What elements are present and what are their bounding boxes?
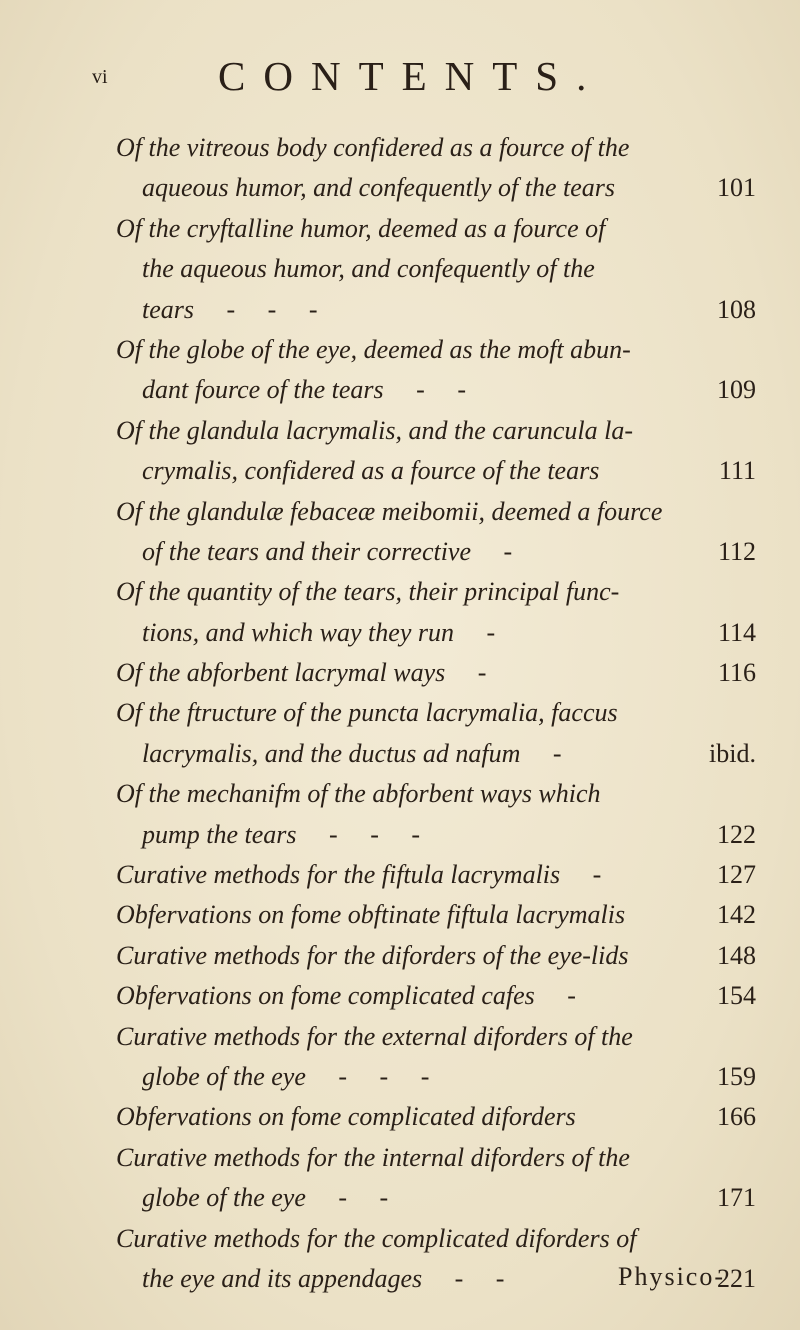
contents-entry: [116, 936, 756, 976]
contents-entry: [116, 693, 756, 774]
entry-page-number: 112: [717, 536, 756, 566]
entry-title-line: Curative methods for the complicated diforders of: [116, 1223, 637, 1253]
entry-title-line: Obfervations on fome complicated cafes -: [116, 981, 576, 1011]
contents-entry: [116, 1097, 756, 1137]
entry-page-number: 159: [717, 1061, 756, 1091]
contents-entry: [116, 653, 756, 693]
entry-page-number: 122: [717, 819, 756, 849]
entry-title-line: of the tears and their corrective -: [142, 536, 513, 566]
contents-list: [116, 128, 756, 1299]
entry-title-line: globe of the eye - - -: [142, 1061, 430, 1091]
entry-title-line: Obfervations on fome complicated diforders: [116, 1102, 576, 1132]
entry-page-number: 127: [717, 860, 756, 890]
entry-title-line: Of the glandula lacrymalis, and the caruncula la-: [116, 415, 634, 445]
entry-title-line: Of the globe of the eye, deemed as the moft abun-: [116, 334, 631, 364]
entry-page-number: 148: [717, 940, 756, 970]
entry-title-line: the eye and its appendages - -: [142, 1263, 505, 1293]
page-header: [0, 52, 800, 102]
entry-title-line: dant fource of the tears - -: [142, 375, 466, 405]
contents-entry: [116, 411, 756, 492]
entry-title-line: aqueous humor, and confequently of the tears: [142, 173, 615, 203]
entry-title-line: globe of the eye - -: [142, 1183, 389, 1213]
entry-title-line: Of the mechanifm of the abforbent ways which: [116, 779, 601, 809]
entry-page-number: 108: [717, 294, 756, 324]
entry-page-number: 101: [717, 173, 756, 203]
contents-entry: [116, 209, 756, 330]
entry-title-line: Of the ftructure of the puncta lacrymalia, faccus: [116, 698, 618, 728]
entry-title-line: Of the vitreous body confidered as a fource of the: [116, 133, 630, 162]
contents-entry: [116, 492, 756, 573]
entry-title-line: tears - - -: [142, 294, 318, 324]
folio-number: vi: [92, 66, 108, 88]
entry-page-number: 114: [717, 617, 756, 647]
entry-title-line: Of the cryftalline humor, deemed as a fource of: [116, 213, 606, 243]
entry-page-number: ibid.: [709, 738, 756, 768]
entry-title-line: Curative methods for the external diforders of the: [116, 1021, 633, 1051]
entry-page-number: 142: [717, 900, 756, 930]
contents-entry: [116, 855, 756, 895]
contents-entry: [116, 774, 756, 855]
entry-page-number: 171: [717, 1183, 756, 1213]
entry-title-line: Of the abforbent lacrymal ways -: [116, 658, 487, 688]
entry-title-line: Curative methods for the internal diforders of the: [116, 1142, 630, 1172]
entry-page-number: 221: [717, 1263, 756, 1293]
contents-entry: [116, 1138, 756, 1219]
entry-title-line: lacrymalis, and the ductus ad nafum -: [142, 738, 562, 768]
entry-title-line: the aqueous humor, and confequently of the: [142, 254, 595, 284]
entry-page-number: 154: [717, 981, 756, 1011]
catchword: Physico-: [618, 1262, 725, 1291]
entry-page-number: 111: [718, 456, 756, 486]
entry-title-line: Of the quantity of the tears, their principal func-: [116, 577, 620, 607]
contents-entry: [116, 128, 756, 209]
contents-entry: [116, 895, 756, 935]
entry-title-line: Curative methods for the diforders of the eye-lids: [116, 940, 629, 970]
entry-title-line: Obfervations on fome obftinate fiftula lacrymalis: [116, 900, 626, 930]
contents-entry: [116, 1017, 756, 1098]
entry-page-number: 116: [717, 658, 756, 688]
entry-title-line: Of the glandulæ febaceæ meibomii, deemed a fource: [116, 496, 663, 526]
entry-title-line: tions, and which way they run -: [142, 617, 496, 647]
contents-entry: [116, 976, 756, 1016]
running-title: CONTENTS.: [218, 53, 605, 99]
entry-title-line: Curative methods for the fiftula lacrymalis -: [116, 860, 602, 890]
entry-page-number: 166: [717, 1102, 756, 1132]
entry-page-number: 109: [717, 375, 756, 405]
entry-title-line: crymalis, confidered as a fource of the tears: [142, 456, 600, 486]
entry-title-line: pump the tears - - -: [142, 819, 421, 849]
contents-entry: [116, 572, 756, 653]
contents-entry: [116, 330, 756, 411]
